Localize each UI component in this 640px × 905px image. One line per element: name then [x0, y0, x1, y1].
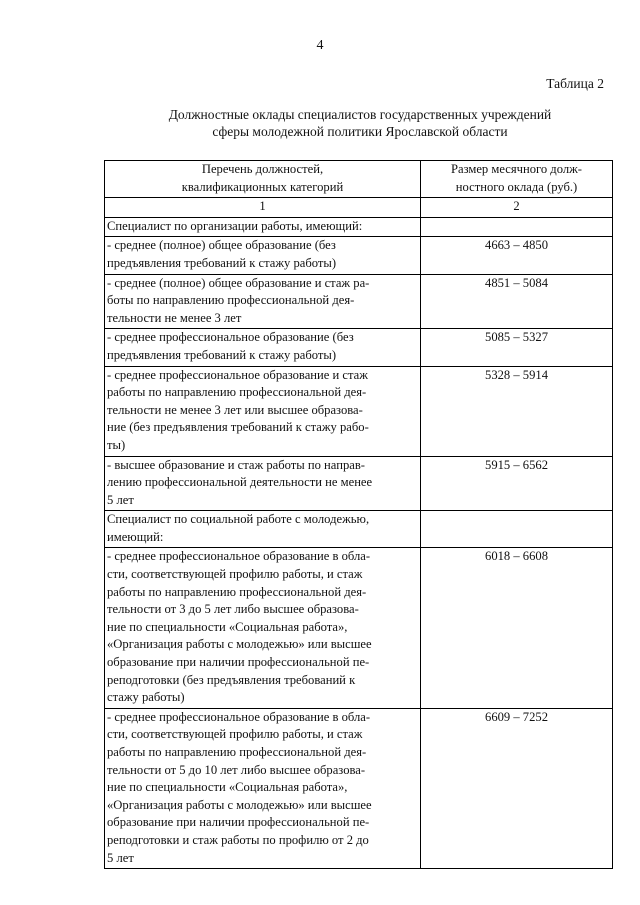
table-row: [105, 548, 613, 708]
position-line: «Организация работы с молодежью» или высшее: [107, 637, 372, 652]
position-line: - среднее (полное) общее образование и стаж ра-: [107, 275, 370, 290]
position-line: имеющий:: [107, 529, 164, 544]
salary-range-cell: 5085 – 5327: [421, 329, 613, 366]
table-row: [105, 329, 613, 366]
salary-range-cell: 4851 – 5084: [421, 274, 613, 329]
position-line: тельности не менее 3 лет или высшее образова-: [107, 402, 363, 417]
position-line: ние (без предъявления требований к стажу рабо-: [107, 420, 369, 435]
position-line: сти, соответствующей профилю работы, и стаж: [107, 567, 363, 582]
position-line: - среднее профессиональное образование в обла-: [107, 549, 371, 564]
position-line: - среднее профессиональное образование в обла-: [107, 709, 371, 724]
header-salary: [421, 161, 613, 198]
table-row: [105, 456, 613, 511]
position-line: Специалист по организации работы, имеющий:: [107, 218, 363, 233]
table-label: Таблица 2: [546, 76, 604, 91]
position-line: предъявления требований к стажу работы): [107, 347, 337, 362]
position-line: образование при наличии профессиональной пе-: [107, 815, 370, 830]
position-line: - среднее профессиональное образование (без: [107, 330, 354, 345]
header-line: Размер месячного долж-: [450, 162, 583, 176]
header-line: ностного оклада (руб.): [455, 179, 578, 194]
document-title: [100, 106, 620, 140]
page-number: 4: [316, 38, 324, 53]
position-cell: [105, 237, 421, 274]
title-line: Должностные оклады специалистов государственных учреждений: [168, 107, 552, 122]
position-line: предъявления требований к стажу работы): [107, 255, 337, 270]
position-line: боты по направлению профессиональной дея-: [107, 293, 355, 308]
header-positions: [105, 161, 421, 198]
table-group-row: [105, 217, 613, 237]
salary-range-cell: 5328 – 5914: [421, 366, 613, 456]
table-body: [105, 217, 613, 868]
table-row: [105, 237, 613, 274]
position-line: тельности от 5 до 10 лет либо высшее образова-: [107, 762, 366, 777]
salary-range-cell: [421, 511, 613, 548]
position-line: - среднее профессиональное образование и стаж: [107, 367, 368, 382]
table-row: [105, 366, 613, 456]
position-cell: [105, 329, 421, 366]
position-line: - среднее (полное) общее образование (без: [107, 238, 336, 253]
column-number: 1: [105, 198, 421, 218]
table-group-row: [105, 511, 613, 548]
salary-range-cell: 5915 – 6562: [421, 456, 613, 511]
position-cell: [105, 511, 421, 548]
position-cell: [105, 274, 421, 329]
position-cell: [105, 708, 421, 868]
position-line: ты): [107, 437, 126, 452]
position-line: реподготовки (без предъявления требований к: [107, 672, 356, 687]
salary-range-cell: 6609 – 7252: [421, 708, 613, 868]
column-number: 2: [421, 198, 613, 218]
position-line: Специалист по социальной работе с молодежью,: [107, 512, 370, 527]
position-line: работы по направлению профессиональной дея-: [107, 385, 367, 400]
column-number-row: [105, 198, 613, 218]
position-line: ние по специальности «Социальная работа»,: [107, 619, 348, 634]
position-cell: [105, 217, 421, 237]
salary-range-cell: [421, 217, 613, 237]
table-row: [105, 274, 613, 329]
position-cell: [105, 366, 421, 456]
position-line: работы по направлению профессиональной дея-: [107, 584, 367, 599]
position-line: 5 лет: [107, 492, 134, 507]
position-line: ние по специальности «Социальная работа»,: [107, 780, 348, 795]
header-line: Перечень должностей,: [201, 162, 324, 176]
position-line: реподготовки и стаж работы по профилю от 2 до: [107, 832, 369, 847]
position-line: 5 лет: [107, 850, 134, 865]
position-line: образование при наличии профессиональной пе-: [107, 655, 370, 670]
position-cell: [105, 548, 421, 708]
position-line: тельности от 3 до 5 лет либо высшее образова-: [107, 602, 359, 617]
position-line: сти, соответствующей профилю работы, и стаж: [107, 727, 363, 742]
position-cell: [105, 456, 421, 511]
table-header-row: [105, 161, 613, 198]
header-line: квалификационных категорий: [181, 179, 344, 194]
salary-table: [104, 160, 613, 869]
salary-range-cell: 4663 – 4850: [421, 237, 613, 274]
salary-range-cell: 6018 – 6608: [421, 548, 613, 708]
position-line: тельности не менее 3 лет: [107, 310, 242, 325]
position-line: работы по направлению профессиональной дея-: [107, 745, 367, 759]
position-line: лению профессиональной деятельности не менее: [107, 475, 373, 490]
title-line: сферы молодежной политики Ярославской области: [212, 124, 508, 139]
position-line: стажу работы): [107, 690, 185, 705]
position-line: - высшее образование и стаж работы по направ-: [107, 457, 365, 472]
position-line: «Организация работы с молодежью» или высшее: [107, 797, 372, 812]
table-row: [105, 708, 613, 868]
